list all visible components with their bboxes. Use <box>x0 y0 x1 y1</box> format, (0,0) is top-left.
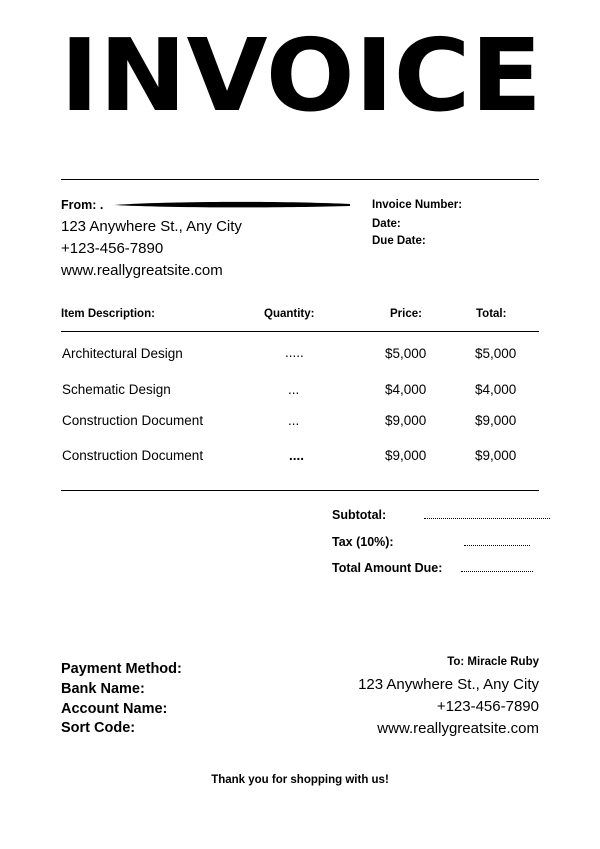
header-divider <box>61 179 539 180</box>
from-website: www.reallygreatsite.com <box>61 262 223 279</box>
invoice-due-date-label: Due Date: <box>372 235 426 247</box>
table-row <box>0 382 600 402</box>
row-total: $4,000 <box>475 382 517 397</box>
invoice-date-label: Date: <box>372 218 401 230</box>
row-total: $9,000 <box>475 413 517 428</box>
row-quantity: ..... <box>285 345 304 360</box>
row-total: $9,000 <box>475 448 517 463</box>
total-amount-due-label: Total Amount Due: <box>332 561 443 575</box>
bank-name-label: Bank Name: <box>61 681 145 697</box>
brush-stroke-divider <box>112 199 352 211</box>
row-description: Schematic Design <box>62 382 171 397</box>
table-row <box>0 413 600 433</box>
account-name-label: Account Name: <box>61 701 168 717</box>
from-phone: +123-456-7890 <box>61 240 164 257</box>
row-description: Architectural Design <box>62 346 183 361</box>
column-header-price: Price: <box>390 308 422 320</box>
total-leader-dots <box>461 571 533 572</box>
row-price: $4,000 <box>385 382 427 397</box>
row-total: $5,000 <box>475 346 517 361</box>
table-header-divider <box>61 331 539 332</box>
row-quantity: .... <box>289 448 305 463</box>
row-price: $9,000 <box>385 448 427 463</box>
invoice-number-label: Invoice Number: <box>372 199 463 211</box>
subtotal-leader-dots <box>424 518 550 519</box>
subtotal-label: Subtotal: <box>332 508 387 522</box>
row-description: Construction Document <box>62 448 204 463</box>
sort-code-label: Sort Code: <box>61 720 136 736</box>
tax-label: Tax (10%): <box>332 535 394 549</box>
table-bottom-divider <box>61 490 539 491</box>
row-price: $5,000 <box>385 346 427 361</box>
row-quantity: ... <box>288 413 300 428</box>
recipient-website: www.reallygreatsite.com <box>377 720 539 737</box>
column-header-quantity: Quantity: <box>264 308 315 320</box>
table-row <box>0 346 600 366</box>
from-address: 123 Anywhere St., Any City <box>61 218 242 235</box>
column-header-description: Item Description: <box>61 308 155 320</box>
column-header-total: Total: <box>476 308 507 320</box>
row-price: $9,000 <box>385 413 427 428</box>
row-quantity: ... <box>288 382 300 397</box>
recipient-address: 123 Anywhere St., Any City <box>358 676 539 693</box>
tax-leader-dots <box>464 545 530 546</box>
invoice-title-text: INVOICE <box>60 28 542 118</box>
thank-you-note: Thank you for shopping with us! <box>211 774 389 786</box>
invoice-title <box>60 28 542 118</box>
from-label: From: . <box>61 198 104 212</box>
row-description: Construction Document <box>62 413 204 428</box>
recipient-phone: +123-456-7890 <box>436 698 539 715</box>
recipient-name: To: Miracle Ruby <box>447 656 539 668</box>
table-row <box>0 448 600 468</box>
payment-method-label: Payment Method: <box>61 661 182 677</box>
